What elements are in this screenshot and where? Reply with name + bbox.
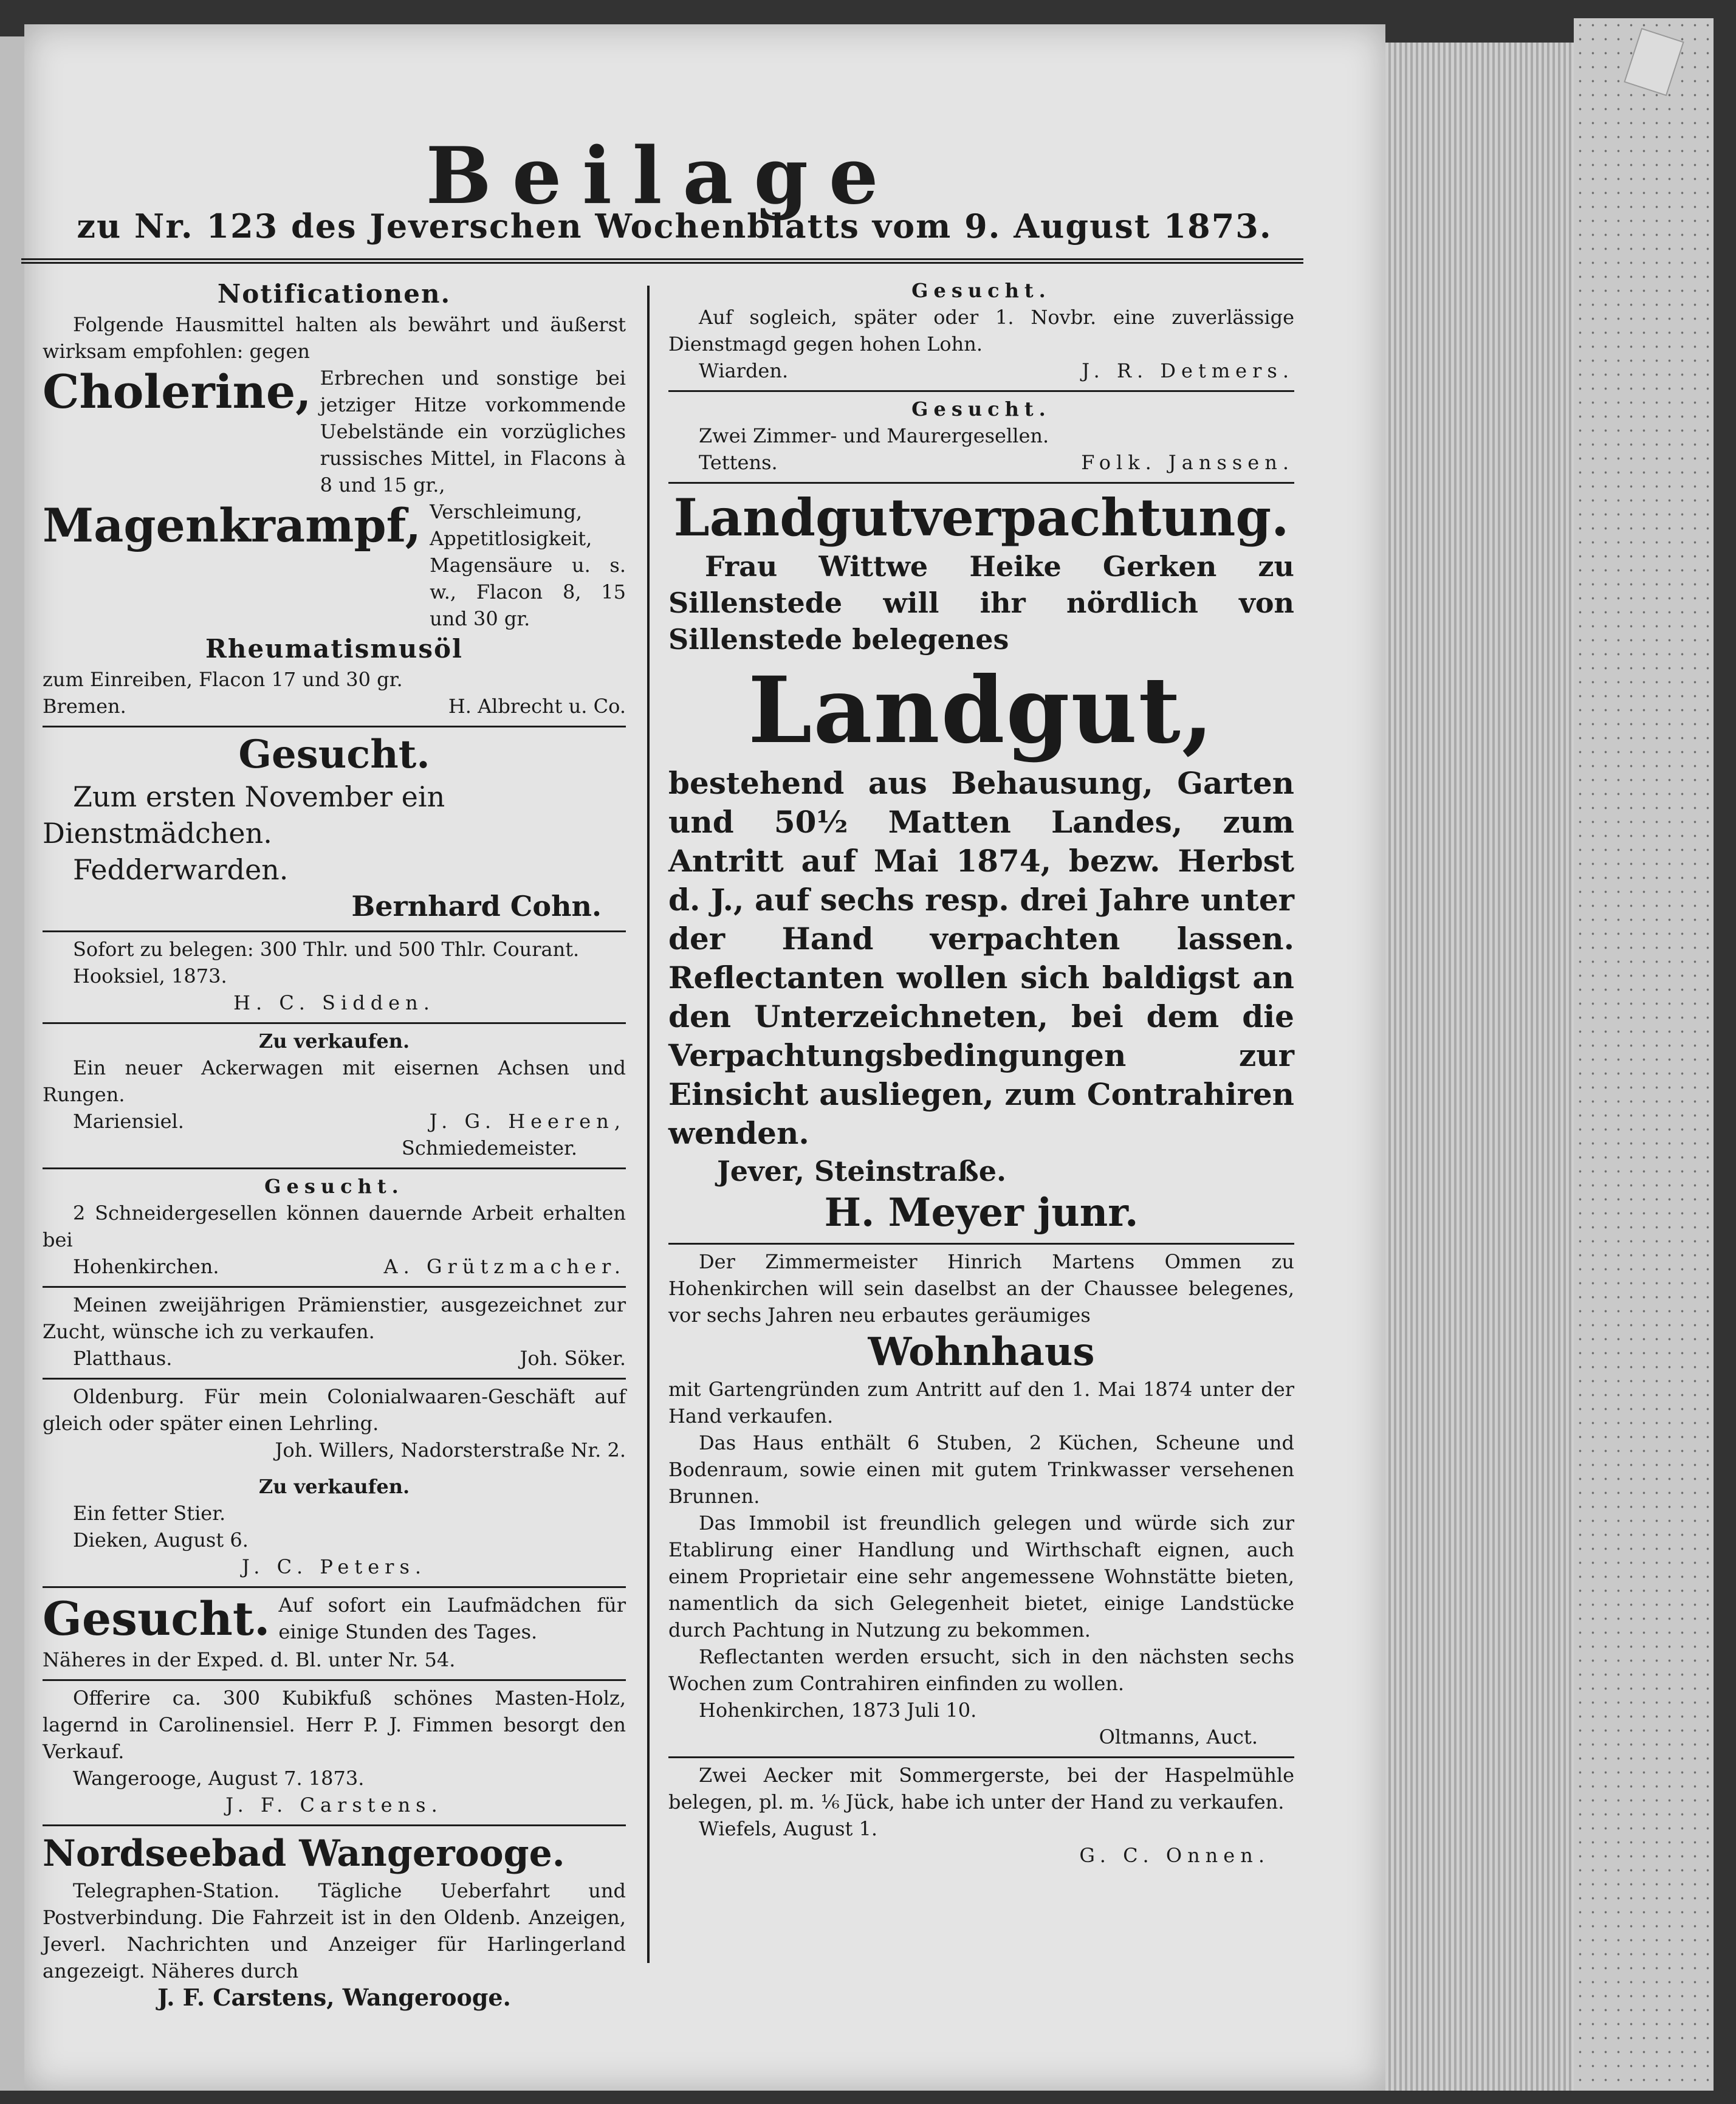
ad-text: 2 Schneidergesellen können dauernde Arbeit erhalten bei [43,1202,626,1251]
book-page-edges [1385,43,1574,2091]
ad-text: Meinen zweijährigen Prämienstier, ausgezeichnet zur Zucht, wünsche ich zu verkaufen. [43,1293,626,1343]
ad-gruetzmacher [43,1169,626,1288]
ad-text: Zwei Aecker mit Sommergerste, bei der Haspelmühle belegen, pl. m. ⅙ Jück, habe ich unter der Hand zu verkaufen. [668,1764,1294,1813]
ad-signer: J. R. Detmers. [1082,359,1294,382]
ad-place: Fedderwarden. [73,853,289,886]
laufmaedchen-block [43,1592,626,1646]
ad-signer: J. F. Carstens. [225,1793,443,1817]
ad-gesucht-cohn [43,727,626,932]
ad-signer: Joh. Söker. [520,1347,626,1370]
ad-text: Ein fetter Stier. [73,1502,226,1525]
ad-text: Zum ersten November ein Dienstmädchen. [43,780,445,850]
ad-place: Mariensiel. [73,1110,184,1133]
ad-heeren [43,1024,626,1169]
ad-sidden [43,932,626,1024]
ad-signature [668,449,1294,476]
ad-place: Jever, Steinstraße. [717,1155,1007,1188]
ad-signer: Joh. Willers, Nadorsterstraße Nr. 2. [275,1439,626,1462]
ad-place: Tettens. [699,451,778,474]
ad-peters [43,1470,626,1588]
ad-place: Bremen. [43,695,126,718]
ad-place: Platthaus. [73,1347,173,1370]
ad-onnen [668,1758,1294,1875]
rheumatismus-heading: Rheumatismusöl [205,634,463,664]
left-column [43,273,626,2017]
ad-signer: Bernhard Cohn. [351,890,602,923]
ad-heading: Gesucht. [264,1175,404,1198]
ad-heading: Gesucht. [238,732,430,777]
cholerine-word: Cholerine, [43,365,312,419]
ad-signer: J. G. Heeren, [429,1110,626,1133]
ad-text: Offerire ca. 300 Kubikfuß schönes Masten-Holz, lagernd in Carolinensiel. Herr P. J. Fimmen besorgt den Verkauf. [43,1686,626,1763]
ad-text: Das Immobil ist freundlich gelegen und würde sich zur Etablirung einer Handlung und Wirthschaft eignen, auch einem Proprietair eine sehr angemessene Wohnstätte bieten, namentlich da sich Gelegenheit bietet, einige Landstücke durch Pachtung in Nutzung zu bekommen. [668,1511,1294,1642]
ad-place: Hohenkirchen. [73,1255,219,1278]
ad-signer: H. Meyer junr. [824,1190,1139,1236]
ad-heading: Notificationen. [217,279,451,309]
ad-signer: A. Grützmacher. [383,1255,626,1278]
column-rule [647,286,650,1963]
ad-willers [43,1380,626,1470]
ad-carstens [43,1681,626,1826]
ad-heading: Nordseebad Wangerooge. [43,1832,565,1875]
ad-laufmaedchen [43,1588,626,1681]
ad-landgutverpachtung [668,484,1294,1245]
ad-place: Wangerooge, August 7. 1873. [73,1767,365,1790]
ad-text: Das Haus enthält 6 Stuben, 2 Küchen, Scheune und Bodenraum, sowie einen mit gutem Trinkwasser versehenen Brunnen. [668,1431,1294,1508]
ad-signer: J. C. Peters. [241,1555,427,1578]
masthead-rule [21,258,1303,264]
ad-text: Telegraphen-Station. Tägliche Ueberfahrt und Postverbindung. Die Fahrzeit ist in den Oldenb. Anzeigen, Jeverl. Nachrichten und Anzeiger für Harlingerland angezeigt. Näheres durch [43,1879,626,1982]
ad-text: Ein neuer Ackerwagen mit eisernen Achsen und Rungen. [43,1056,626,1106]
ad-heading: Zu verkaufen. [258,1030,410,1053]
ad-signer: J. F. Carstens, Wangerooge. [157,1984,511,2011]
ad-text: Auf sofort ein Laufmädchen für einige Stunden des Tages. [278,1593,626,1643]
cholerine-block [43,365,626,498]
ad-signature [43,1345,626,1372]
ad-heading: Zu verkaufen. [258,1475,410,1498]
ad-signature [668,357,1294,384]
ad-heading: Wohnhaus [868,1329,1095,1375]
ad-signer-title: Schmiedemeister. [401,1136,577,1160]
ad-intro: Frau Wittwe Heike Gerken zu Sillenstede will ihr nördlich von Sillenstede belegenes [668,550,1294,656]
ad-soeker [43,1288,626,1380]
masthead-title: Beilage [425,131,899,222]
ad-heading: Gesucht. [43,1592,270,1646]
ad-text: Sofort zu belegen: 300 Thlr. und 500 Thlr. Courant. [73,938,580,961]
ad-nordseebad [43,1826,626,2017]
magenkrampf-block [43,498,626,632]
ad-text: Zwei Zimmer- und Maurergesellen. [699,424,1049,447]
ad-text: bestehend aus Behausung, Garten und 50½ Matten Landes, zum Antritt auf Mai 1874, bezw. Herbst d. J., auf sechs resp. drei Jahre unter der Hand verpachten lassen. Reflectanten wollen sich baldigst an den Unterzeichneten, bei dem die Verpachtungsbedingungen zur Einsicht ausliegen, zum Contrahiren wenden. [668,765,1294,1151]
ad-signature [43,693,626,720]
ad-signer: H. C. Sidden. [233,991,435,1014]
ad-place: Hooksiel, 1873. [73,964,227,988]
ad-notificationen [43,273,626,727]
landgut-word: Landgut, [747,657,1215,764]
ad-janssen [668,392,1294,484]
ad-signer: G. C. Onnen. [1079,1844,1270,1867]
cholerine-text: Erbrechen und sonstige bei jetziger Hitze vorkommende Uebelstände ein vorzügliches russisches Mittel, in Flacons à 8 und 15 gr., [320,366,626,497]
magenkrampf-word: Magenkrampf, [43,498,422,552]
ad-signer: H. Albrecht u. Co. [448,695,626,718]
ad-signature [43,1253,626,1280]
ad-place: Wiefels, August 1. [699,1817,878,1840]
ad-intro: Der Zimmermeister Hinrich Martens Ommen zu Hohenkirchen will sein daselbst an der Chaussee belegenes, vor sechs Jahren neu erbautes geräumiges [668,1250,1294,1327]
ad-text-2: Näheres in der Exped. d. Bl. unter Nr. 54. [43,1648,456,1671]
right-column [668,273,1294,1875]
ad-text: zum Einreiben, Flacon 17 und 30 gr. [43,668,403,691]
ad-text: Oldenburg. Für mein Colonialwaaren-Geschäft auf gleich oder später einen Lehrling. [43,1385,626,1435]
ad-text: mit Gartengründen zum Antritt auf den 1. Mai 1874 unter der Hand verkaufen. [668,1378,1294,1428]
ad-text: Auf sogleich, später oder 1. Novbr. eine zuverlässige Dienstmagd gegen hohen Lohn. [668,306,1294,356]
ad-text: Folgende Hausmittel halten als bewährt und äußerst wirksam empfohlen: gegen [43,313,626,363]
magenkrampf-text: Verschleimung, Appetitlosigkeit, Magensäure u. s. w., Flacon 8, 15 und 30 gr. [430,500,626,630]
ad-heading: Gesucht. [911,279,1051,302]
ad-text: Reflectanten werden ersucht, sich in den nächsten sechs Wochen zum Contrahiren einfinden zu wollen. [668,1645,1294,1695]
ad-wohnhaus [668,1245,1294,1758]
ad-heading: Landgutverpachtung. [673,487,1289,548]
ad-heading: Gesucht. [911,397,1051,421]
ad-place: Hohenkirchen, 1873 Juli 10. [699,1699,977,1722]
book-cover [1574,18,1714,2091]
masthead-subtitle: zu Nr. 123 des Jeverschen Wochenblatts vom 9. August 1873. [77,207,1272,246]
ad-signer: Folk. Janssen. [1081,451,1294,474]
ad-signature [43,1108,626,1135]
ad-place: Wiarden. [699,359,789,382]
ad-signer: Oltmanns, Auct. [1099,1725,1258,1748]
ad-detmers [668,273,1294,392]
previous-page-edge [0,36,24,2091]
ad-place: Dieken, August 6. [73,1528,249,1552]
